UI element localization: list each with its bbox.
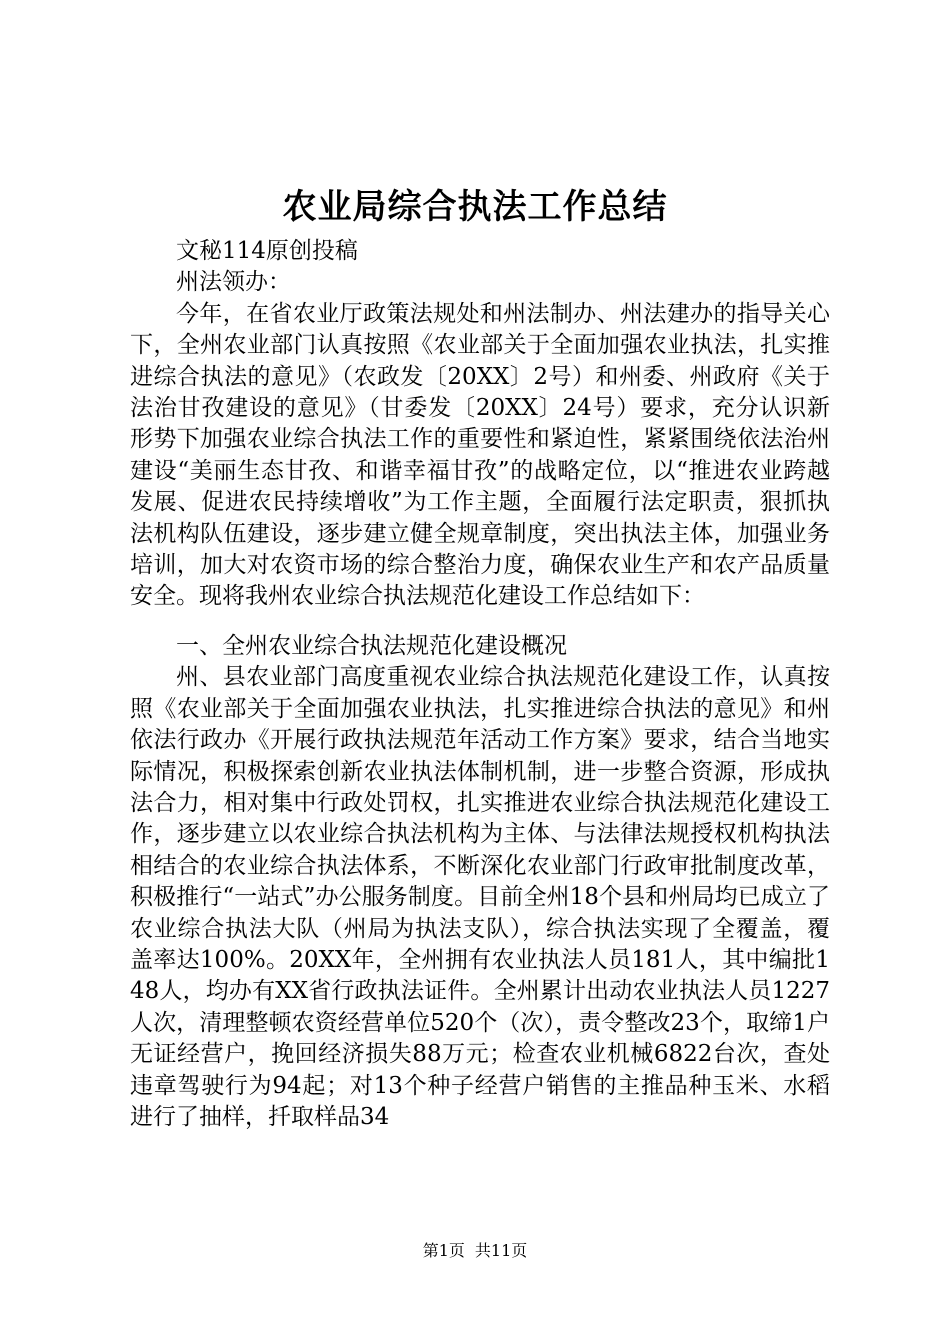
section-heading: 一、全州农业综合执法规范化建设概况 [176, 632, 567, 659]
intro-paragraph: 今年，在省农业厅政策法规处和州法制办、州法建办的指导关心下，全州农业部门认真按照《农业部关于全面加强农业执法，扎实推进综合执法的意见》（农政发〔20XX〕2号）和州委、州政府《关于法治甘孜建设的意见》（甘委发〔20XX〕24号）要求，充分认识新形势下加强农业综合执法工作的重要性和紧迫性，紧紧围绕依法治州建设“美丽生态甘孜、和谐幸福甘孜”的战略定位，以“推进农业跨越发展、促进农民持续增收”为工作主题，全面履行法定职责，狠抓执法机构队伍建设，逐步建立健全规章制度，突出执法主体，加强业务培训，加大对农资市场的综合整治力度，确保农业生产和农产品质量安全。现将我州农业综合执法规范化建设工作总结如下： [130, 300, 830, 610]
document-body [130, 236, 830, 1133]
document-title: 农业局综合执法工作总结 [282, 187, 668, 227]
addressee: 州法领办： [176, 269, 291, 296]
section-paragraph: 州、县农业部门高度重视农业综合执法规范化建设工作，认真按照《农业部关于全面加强农业执法，扎实推进综合执法的意见》和州依法行政办《开展行政执法规范年活动工作方案》要求，结合当地实际情况，积极探索创新农业执法体制机制，进一步整合资源，形成执法合力，相对集中行政处罚权，扎实推进农业综合执法规范化建设工作，逐步建立以农业综合执法机构为主体、与法律法规授权机构执法相结合的农业综合执法体系，不断深化农业部门行政审批制度改革，积极推行“一站式”办公服务制度。目前全州18个县和州局均已成立了农业综合执法大队（州局为执法支队），综合执法实现了全覆盖，覆盖率达100%。20XX年，全州拥有农业执法人员181人，其中编批148人，均办有XX省行政执法证件。全州累计出动农业执法人员1227人次，清理整顿农资经营单位520个（次），责令整改23个，取缔1户无证经营户，挽回经济损失88万元；检查农业机械6822台次，查处违章驾驶行为94起；对13个种子经营户销售的主推品种玉米、水稻进行了抽样，扦取样品34 [130, 664, 830, 1130]
page-number: 第1页 [422, 1241, 465, 1260]
byline: 文秘114原创投稿 [176, 238, 358, 264]
page-total: 共11页 [474, 1241, 528, 1260]
page-footer [0, 1240, 950, 1262]
